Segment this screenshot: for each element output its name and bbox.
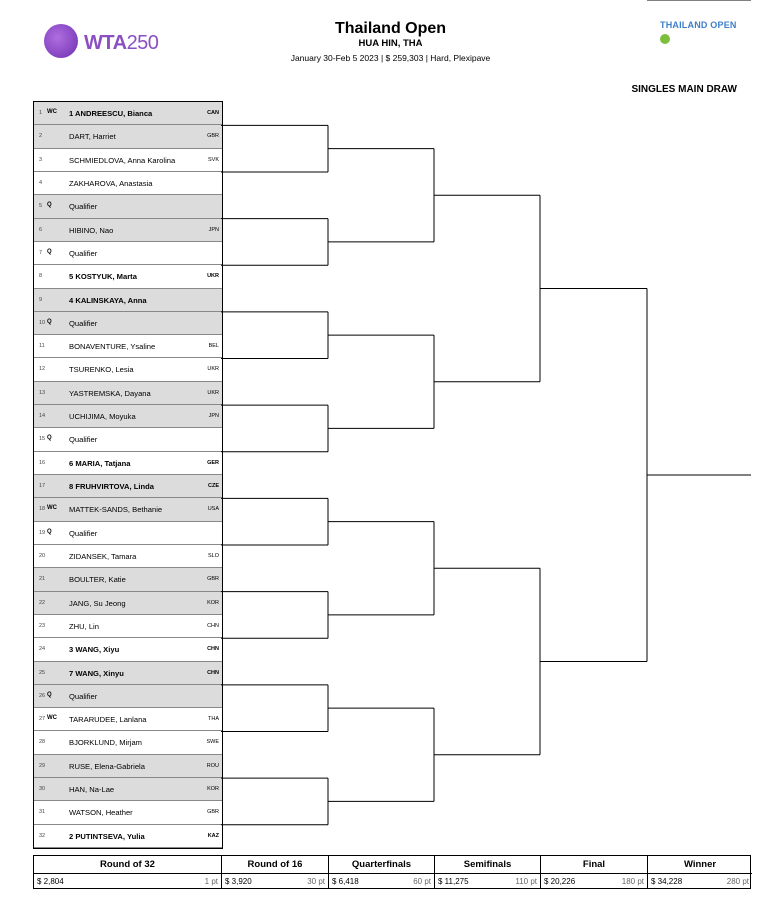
- section-title: SINGLES MAIN DRAW: [631, 84, 737, 95]
- player-name: 3 WANG, Xiyu: [69, 645, 120, 655]
- prize-column: [34, 856, 222, 888]
- player-country: CHN: [207, 669, 219, 676]
- entry-type: WC: [47, 109, 57, 115]
- player-country: SWE: [206, 739, 219, 746]
- player-country: UKR: [207, 366, 219, 373]
- prize-column: [541, 856, 648, 888]
- player-country: UKR: [207, 389, 219, 396]
- player-country: KOR: [207, 599, 219, 606]
- player-country: SLO: [207, 552, 219, 559]
- divider: [648, 873, 752, 874]
- entry-type: Q: [47, 691, 52, 698]
- prize-money: $ 2,804: [37, 877, 64, 886]
- player-name: Qualifier: [69, 318, 98, 328]
- divider: [34, 873, 221, 874]
- player-country: GBR: [207, 809, 219, 816]
- draw-position: 13: [39, 389, 46, 396]
- player-name: Qualifier: [69, 435, 98, 445]
- player-name: TSURENKO, Lesia: [69, 365, 134, 375]
- prize-money: $ 20,226: [544, 877, 576, 886]
- player-name: HIBINO, Nao: [69, 225, 114, 235]
- draw-position: 2: [39, 133, 43, 140]
- thailand-open-logo-text: THAILAND OPEN: [660, 20, 737, 30]
- ranking-points: 110 pt: [515, 877, 537, 886]
- ranking-points: 1 pt: [204, 877, 218, 886]
- draw-position: 31: [39, 809, 46, 816]
- player-name: BOULTER, Katie: [69, 575, 126, 585]
- player-name: BJORKLUND, Mirjam: [69, 738, 142, 748]
- divider: [435, 873, 540, 874]
- draw-position: 26: [39, 692, 46, 699]
- draw-position: 9: [39, 296, 43, 303]
- prize-column: [435, 856, 541, 888]
- round-name: Quarterfinals: [351, 859, 412, 870]
- player-name: 8 FRUHVIRTOVA, Linda: [69, 482, 154, 491]
- prize-money: $ 6,418: [332, 877, 359, 886]
- entry-type: WC: [47, 505, 57, 512]
- round-name: Semifinals: [463, 859, 512, 870]
- player-name: HAN, Na-Lae: [69, 785, 115, 795]
- prize-column: [648, 856, 752, 888]
- entry-type: Q: [47, 248, 52, 255]
- draw-position: 14: [39, 413, 46, 420]
- draw-position: 18: [39, 506, 46, 513]
- draw-position: 7: [39, 249, 43, 256]
- round-name: Final: [582, 859, 606, 870]
- player-country: KAZ: [207, 832, 219, 839]
- wta-logo-text: WTA250: [84, 32, 159, 54]
- player-name: Qualifier: [69, 248, 98, 258]
- entry-type: Q: [47, 528, 52, 535]
- player-country: JPN: [208, 226, 219, 233]
- player-country: CHN: [207, 646, 219, 653]
- prize-money: $ 34,228: [651, 877, 683, 886]
- player-name: ZHU, Lin: [69, 621, 99, 631]
- player-name: Qualifier: [69, 528, 98, 538]
- tournament-title: Thailand Open: [334, 20, 447, 37]
- player-name: 7 WANG, Xinyu: [69, 668, 124, 678]
- player-name: Qualifier: [69, 202, 98, 212]
- draw-position: 23: [39, 622, 46, 629]
- player-country: BEL: [208, 343, 219, 350]
- player-name: SCHMIEDLOVA, Anna Karolina: [69, 155, 176, 165]
- player-country: THA: [208, 716, 219, 723]
- prize-money: $ 11,275: [438, 877, 469, 886]
- round-name: Round of 32: [100, 859, 155, 870]
- player-name: BONAVENTURE, Ysaline: [69, 342, 156, 352]
- draw-position: 27: [39, 716, 46, 723]
- draw-position: 15: [39, 436, 46, 443]
- player-name: Qualifier: [69, 691, 98, 701]
- prize-money-table: [33, 855, 751, 889]
- round-name: Round of 16: [247, 859, 303, 870]
- player-country: USA: [207, 506, 219, 513]
- prize-money: $ 3,920: [225, 877, 252, 886]
- draw-position: 1: [39, 110, 43, 116]
- draw-position: 11: [39, 343, 45, 350]
- draw-position: 24: [39, 646, 46, 653]
- ranking-points: 30 pt: [307, 877, 325, 886]
- draw-position: 25: [39, 669, 46, 676]
- player-name: ZAKHAROVA, Anastasia: [69, 178, 153, 188]
- player-country: GBR: [207, 133, 219, 140]
- draw-position: 4: [39, 179, 43, 186]
- player-country: JPN: [208, 413, 219, 420]
- player-country: SVK: [207, 156, 219, 163]
- player-name: 4 KALINSKAYA, Anna: [69, 295, 147, 305]
- draw-position: 17: [39, 483, 46, 489]
- player-country: CAN: [207, 110, 219, 116]
- player-name: YASTREMSKA, Dayana: [69, 388, 151, 398]
- draw-position: 32: [39, 832, 46, 839]
- entry-type: Q: [47, 435, 52, 442]
- player-country: CHN: [207, 622, 219, 629]
- draw-position: 16: [39, 459, 46, 466]
- ranking-points: 60 pt: [413, 877, 431, 886]
- draw-position: 28: [39, 739, 46, 746]
- draw-position: 20: [39, 552, 46, 559]
- draw-position: 29: [39, 762, 46, 769]
- draw-position: 6: [39, 226, 43, 233]
- entry-type: WC: [47, 715, 57, 722]
- divider: [222, 873, 328, 874]
- entry-type: Q: [47, 318, 52, 325]
- tournament-city: HUA HIN, THA: [358, 38, 423, 49]
- player-name: TARARUDEE, Lanlana: [69, 715, 147, 725]
- player-country: GBR: [207, 576, 219, 583]
- draw-position: 19: [39, 529, 46, 536]
- player-country: CZE: [208, 483, 219, 489]
- player-country: GER: [207, 459, 219, 466]
- player-name: UCHIJIMA, Moyuka: [69, 412, 136, 422]
- player-name: 2 PUTINTSEVA, Yulia: [69, 831, 145, 841]
- player-name: 6 MARIA, Tatjana: [69, 458, 131, 468]
- player-name: 5 KOSTYUK, Marta: [69, 272, 137, 282]
- player-name: MATTEK-SANDS, Bethanie: [69, 505, 163, 515]
- player-country: ROU: [206, 762, 219, 769]
- player-country: KOR: [207, 786, 219, 793]
- draw-position: 5: [39, 203, 43, 210]
- divider: [329, 873, 434, 874]
- draw-position: 10: [39, 319, 46, 326]
- player-name: WATSON, Heather: [69, 808, 133, 818]
- ranking-points: 280 pt: [726, 877, 749, 886]
- player-name: JANG, Su Jeong: [69, 598, 126, 608]
- draw-position: 21: [39, 576, 46, 583]
- round-name: Winner: [683, 859, 717, 870]
- tournament-info: January 30-Feb 5 2023 | $ 259,303 | Hard, Plexipave: [290, 53, 491, 63]
- draw-position: 8: [39, 273, 43, 280]
- ranking-points: 180 pt: [621, 877, 644, 886]
- draw-position: 3: [39, 156, 43, 163]
- draw-position: 22: [39, 599, 46, 606]
- draw-position: 12: [39, 366, 46, 373]
- prize-column: [222, 856, 329, 888]
- player-country: UKR: [207, 273, 219, 280]
- divider: [541, 873, 647, 874]
- draw-position: 30: [39, 786, 46, 793]
- player-name: DART, Harriet: [69, 132, 116, 142]
- player-name: RUSE, Elena-Gabriela: [69, 761, 145, 771]
- player-name: 1 ANDREESCU, Bianca: [69, 109, 153, 118]
- player-name: ZIDANSEK, Tamara: [69, 551, 137, 561]
- prize-column: [329, 856, 435, 888]
- entry-type: Q: [47, 202, 52, 209]
